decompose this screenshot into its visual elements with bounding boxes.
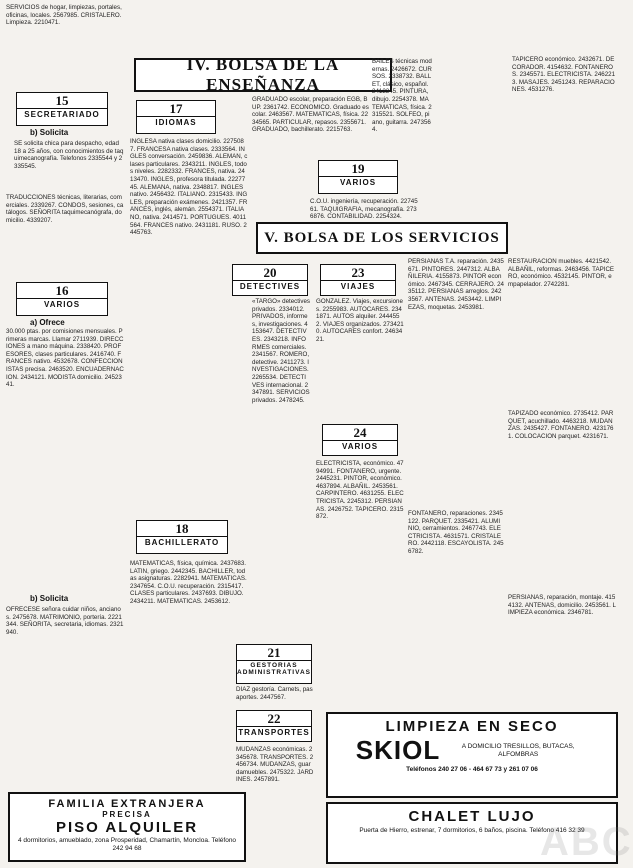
column-paragraph: RESTAURACION muebles. 4421542. ALBAÑIL, reformas. 2463456. TAPICERO, económico. 4532145. PINTOR, empapelador. 2742281. <box>508 258 615 288</box>
ad-limpieza-seco <box>326 712 618 798</box>
column-paragraph: FONTANERO, reparaciones. 2345122. PARQUET. 2335421. ALUMINIO, cerramientos. 2467743. ELECTRICISTA. 4631571. CRISTALERO. 2442118. ESCAYOLISTA. 2456782. <box>408 510 504 555</box>
column-text <box>316 298 404 422</box>
subheading: b) Solicita <box>30 594 69 603</box>
section-title-ensenanza <box>134 55 392 94</box>
ad-brand: SKIOL <box>355 735 441 765</box>
column-paragraph: ELECTRICISTA, económico. 4794991. FONTANERO, urgente. 2445231. PINTOR, económico. 4637894. ALBAÑIL. 2453561. CARPINTERO. 4631255. ELECTRICISTA. 2245312. PERSIANAS. 2426752. TAPICERO. 2315872. <box>316 460 404 521</box>
ad-line: Puerta de Hierro, estrenar, 7 dormitorios, 6 baños, piscina. Teléfono 416 32 39 <box>359 827 585 834</box>
category-label: VIAJES <box>321 280 395 292</box>
category-box-viajes <box>320 264 396 296</box>
category-label: DETECTIVES <box>233 280 307 292</box>
column-paragraph: 30.000 ptas. por comisiones mensuales. Primeras marcas. Llamar 2711939. DIRECCIONES a mano máquina. 2338420. PROFESORES, clases particulares. 2416740. FRANCES nativo. 4532678. CONFECCIONISTAS precisa. 2463520. ENCUADERNACION. 2434121. MODISTA domicilio. 2452341. <box>6 328 124 389</box>
ad-line <box>328 735 616 766</box>
category-number: 19 <box>351 161 365 176</box>
ad-line: A DOMICILIO TRESILLOS, BUTACAS, ALFOMBRAS <box>461 742 575 758</box>
category-label: IDIOMAS <box>137 116 215 128</box>
category-box-bachillerato <box>136 520 228 554</box>
category-label: VARIOS <box>17 298 107 310</box>
column-text <box>512 56 616 236</box>
watermark: ABC <box>540 820 633 864</box>
category-number: 21 <box>267 645 281 660</box>
ad-line: LIMPIEZA EN SECO <box>385 718 559 735</box>
section-title-servicios <box>256 222 508 254</box>
column-paragraph: SE solicita chica para despacho, edad 18 a 25 años, con conocimientos de taquimecanografía. Telefonos 2335544 y 2335545. <box>14 140 124 170</box>
column-text <box>6 4 124 90</box>
category-label: BACHILLERATO <box>137 536 227 548</box>
ad-line: Teléfonos 240 27 06 - 464 67 73 y 261 07 06 <box>406 766 538 773</box>
column-paragraph: MATEMATICAS, física, química. 2437683. LATIN, griego. 2442345. BACHILLER, todas asignaturas. 2282941. MATEMATICAS. 2347654. C.O.U. recuperación. 2315417. CLASES particulares. 2437693. DIBUJO. 2434211. MATEMATICAS. 2453612. <box>130 560 247 605</box>
category-box-transportes <box>236 710 312 742</box>
category-label: SECRETARIADO <box>17 108 107 120</box>
column-paragraph: GONZALEZ. Viajes, excursiones. 2255983. AUTOCARES. 2341871. AUTOS alquiler. 2444552. VIAJES organizados. 2734210. AUTOCARES confort. 2463421. <box>316 298 404 343</box>
column-paragraph: TAPIZADO económico. 2735412. PARQUET, acuchillado. 4463218. MUDANZAS. 2435427. FONTANERO. 4231761. COLOCACION parquet. 4231671. <box>508 410 614 440</box>
section-title-text: IV. BOLSA DE LA ENSEÑANZA <box>186 55 340 94</box>
ad-line: PISO ALQUILER <box>55 819 199 836</box>
column-paragraph: PERSIANAS T.A. reparación. 2435671. PINTORES. 2447312. ALBAÑILERIA. 4155873. PINTOR económico. 2467345. CERRAJERO. 2435112. PERSIANAS arreglos. 2423567. ANTENAS. 2453442. LIMPIEZAS, moquetas. 2453981. <box>408 258 504 311</box>
ad-line: PRECISA <box>102 810 152 819</box>
category-number: 18 <box>175 521 189 536</box>
category-number: 17 <box>169 101 183 116</box>
subheading: b) Solicita <box>30 128 69 137</box>
column-text <box>408 258 504 508</box>
column-paragraph: PERSIANAS, reparación, montaje. 4154132. ANTENAS, domicilio. 2453561. LIMPIEZA económica. 2346781. <box>508 594 616 617</box>
column-paragraph: OFRECESE señora cuidar niños, ancianos. 2475678. MATRIMONIO, portería. 2221344. SEÑORITA, secretaria, idiomas. 2321940. <box>6 606 124 636</box>
column-paragraph: «TARGO» detectives privados. 2334012. PRIVADOS, informes, investigaciones. 4153647. DETECTIVES. 2343218. INFORMES comerciales. 2341567. ROMERO, detective. 2411273. INVESTIGACIONES. 2265534. DETECTIVES internacional. 2347891. SERVICIOS privados. 2478245. <box>252 298 311 404</box>
column-paragraph: BAILES técnicas modernas. 2426672. CURSOS. 2338732. BALLET, clásico, español. 2412345. PINTURA, dibujo. 2254378. MATEMATICAS, física. 2315521. SOLFEO, piano, guitarra. 2473564. <box>372 58 432 134</box>
column-paragraph: TAPICERO económico. 2432671. DECORADOR. 4154632. FONTANEROS. 2345571. ELECTRICISTA. 2462213. MASAJES. 2451243. REPARACIONES. 4531276. <box>512 56 616 94</box>
column-paragraph: DIAZ gestoría. Carnets, pasaportes. 2447567. <box>236 686 313 701</box>
column-text <box>14 140 124 192</box>
column-text <box>508 594 616 706</box>
category-label: GESTORIAS ADMINISTRATIVAS <box>237 662 311 676</box>
category-box-gestorias <box>236 644 312 684</box>
column-paragraph: C.O.U. ingeniería, recuperación. 2274561. TAQUIGRAFIA, mecanografía. 2736876. CONTABILIDAD. 2254324. <box>310 198 418 221</box>
category-box-secretariado <box>16 92 108 126</box>
category-number: 24 <box>353 425 367 440</box>
column-text <box>252 298 310 638</box>
column-paragraph: GRADUADO escolar, preparación EGB, BUP. 2361742. ECONOMICO. Graduado escolar. 2463567. MATEMATICAS, física. 2234565. PARTICULAR, repasos. 2355671. GRADUADO, bachillerato. 2215763. <box>252 96 369 134</box>
column-text <box>408 510 504 710</box>
column-text <box>6 606 124 716</box>
category-box-detectives <box>232 264 308 296</box>
column-paragraph: TRADUCCIONES técnicas, literarias, comerciales. 2339267. CONDOS, sesiones, catálogos. SEÑORITA taquimecanógrafa, domicilio. 4339207. <box>6 194 124 224</box>
column-text <box>6 328 124 590</box>
category-box-idiomas <box>136 100 216 134</box>
category-number: 23 <box>351 265 365 280</box>
ad-line: 4 dormitorios, amueblado, zona Prosperidad, Chamartín, Moncloa. Teléfono 242 94 68 <box>17 837 237 852</box>
ad-line: CHALET LUJO <box>408 808 536 825</box>
category-number: 22 <box>267 711 281 726</box>
column-text <box>508 410 616 590</box>
subheading: a) Ofrece <box>30 318 65 327</box>
category-label: VARIOS <box>319 176 397 188</box>
category-box-varios <box>16 282 108 316</box>
column-text <box>508 258 616 408</box>
ad-familia-extranjera <box>8 792 246 862</box>
column-text <box>236 746 314 864</box>
column-text <box>130 560 248 718</box>
ad-line: FAMILIA EXTRANJERA <box>48 798 206 810</box>
category-number: 16 <box>55 283 69 298</box>
column-paragraph: MUDANZAS económicas. 2345678. TRANSPORTES. 2456734. MUDANZAS, guardamuebles. 2475322. JARDINES. 2457891. <box>236 746 314 784</box>
category-box-varios-servicios <box>322 424 398 456</box>
category-number: 15 <box>55 93 69 108</box>
category-number: 20 <box>263 265 277 280</box>
category-label: TRANSPORTES <box>238 728 310 737</box>
section-title-text: V. BOLSA DE LOS SERVICIOS <box>264 229 500 246</box>
category-label: VARIOS <box>323 440 397 452</box>
column-text <box>372 58 432 218</box>
column-paragraph: INGLESA nativa clases domicilio. 2275087. FRANCESA nativa clases. 2333564. INGLES conversación. 2459836. ALEMAN, clases particulares. 2343211. INGLES, todos niveles. 2282332. FRANCES, nativa. 2413470. INGLES, profesora titulada. 2227745. ALEMANA, nativa. 2348817. INGLES nativo. 2456432. ITALIANO. 2315433. INGLES, preparación exámenes. 2421357. FRANCES, inglés, alemán. 2554371. ITALIANO, nativa. 2414571. PORTUGUES. 4011564. FRANCES nativo. 2431181. RUSO. 2445763. <box>130 138 248 237</box>
column-text <box>130 138 248 518</box>
column-paragraph: SERVICIOS de hogar, limpiezas, portales, oficinas, locales. 2567985. CRISTALERO. Limpieza. 2210471. <box>6 4 122 27</box>
column-text <box>6 194 124 274</box>
column-text <box>236 686 314 706</box>
